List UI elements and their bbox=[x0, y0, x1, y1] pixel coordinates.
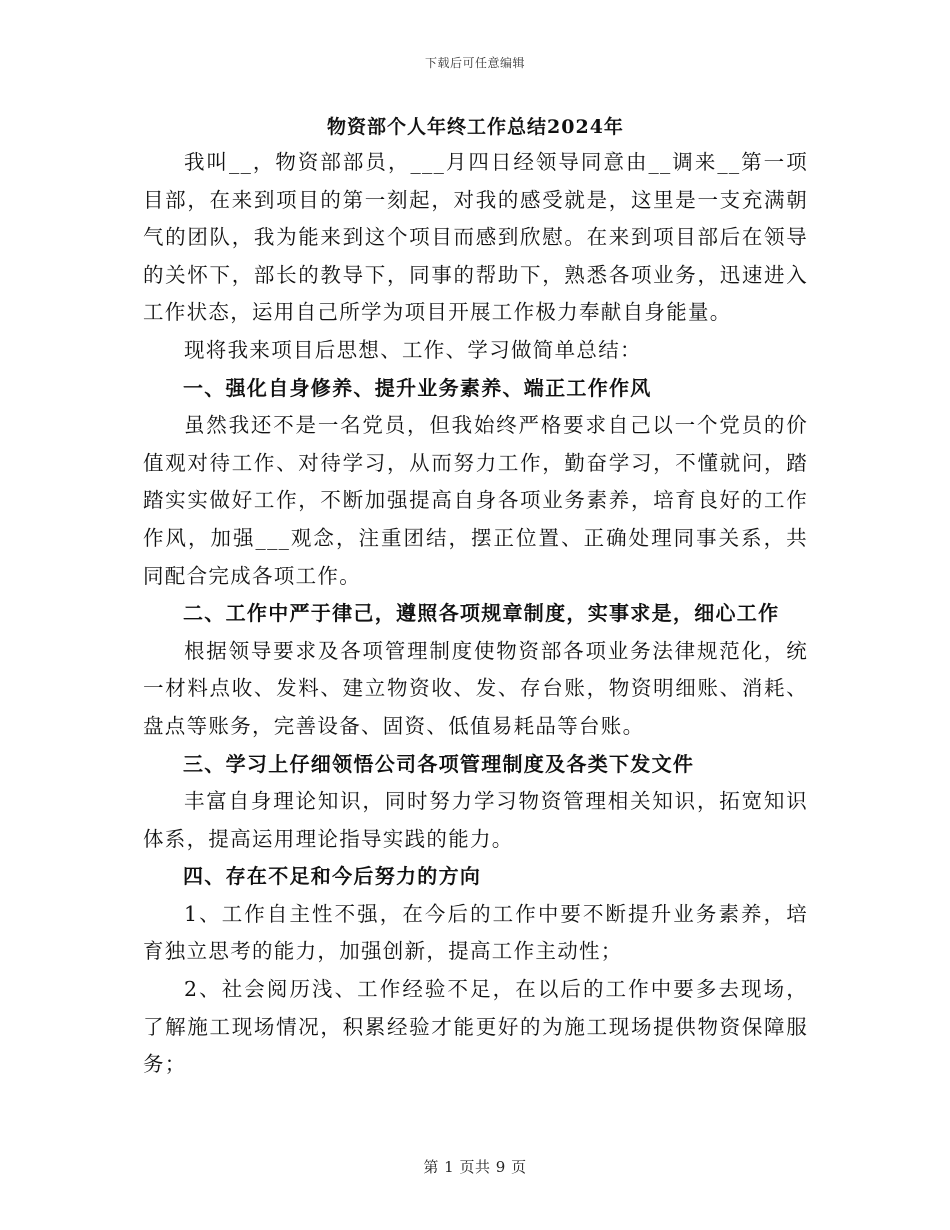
document-body bbox=[143, 110, 808, 1084]
section-2-paragraph: 根据领导要求及各项管理制度使物资部各项业务法律规范化，统一材料点收、发料、建立物资收、发、存台账，物资明细账、消耗、盘点等账务，完善设备、固资、低值易耗品等台账。 bbox=[143, 638, 808, 738]
section-2-heading: 二、工作中严于律己，遵照各项规章制度，实事求是，细心工作 bbox=[183, 601, 780, 626]
section-4-item-2: 2、社会阅历浅、工作经验不足，在以后的工作中要多去现场，了解施工现场情况，积累经验才能更好的为施工现场提供物资保障服务； bbox=[143, 977, 808, 1077]
section-3-heading: 三、学习上仔细领悟公司各项管理制度及各类下发文件 bbox=[183, 751, 695, 776]
page-footer: 第 1 页共 9 页 bbox=[423, 1158, 527, 1176]
section-3-paragraph: 丰富自身理论知识，同时努力学习物资管理相关知识，拓宽知识体系，提高运用理论指导实践的能力。 bbox=[143, 789, 808, 851]
section-1-paragraph: 虽然我还不是一名党员，但我始终严格要求自己以一个党员的价值观对待工作、对待学习，从而努力工作，勤奋学习，不懂就问，踏踏实实做好工作，不断加强提高自身各项业务素养，培育良好的工作作风，加强___观念，注重团结，摆正位置、正确处理同事关系，共同配合完成各项工作。 bbox=[143, 413, 808, 588]
section-4-heading: 四、存在不足和今后努力的方向 bbox=[183, 864, 482, 889]
document-title: 物资部个人年终工作总结2024年 bbox=[327, 116, 624, 138]
page-header: 下载后可任意编辑 bbox=[424, 56, 525, 70]
section-1-heading: 一、强化自身修养、提升业务素养、端正工作作风 bbox=[183, 375, 652, 400]
summary-intro-paragraph: 现将我来项目后思想、工作、学习做简单总结： bbox=[184, 337, 642, 362]
intro-paragraph: 我叫__，物资部部员，___月四日经领导同意由__调来__第一项目部，在来到项目的第一刻起，对我的感受就是，这里是一支充满朝气的团队，我为能来到这个项目而感到欣慰。在来到项目部后在领导的关怀下，部长的教导下，同事的帮助下，熟悉各项业务，迅速进入工作状态，运用自己所学为项目开展工作极力奉献自身能量。 bbox=[143, 150, 808, 325]
section-4-item-1: 1、工作自主性不强，在今后的工作中要不断提升业务素养，培育独立思考的能力，加强创新，提高工作主动性； bbox=[143, 901, 808, 964]
